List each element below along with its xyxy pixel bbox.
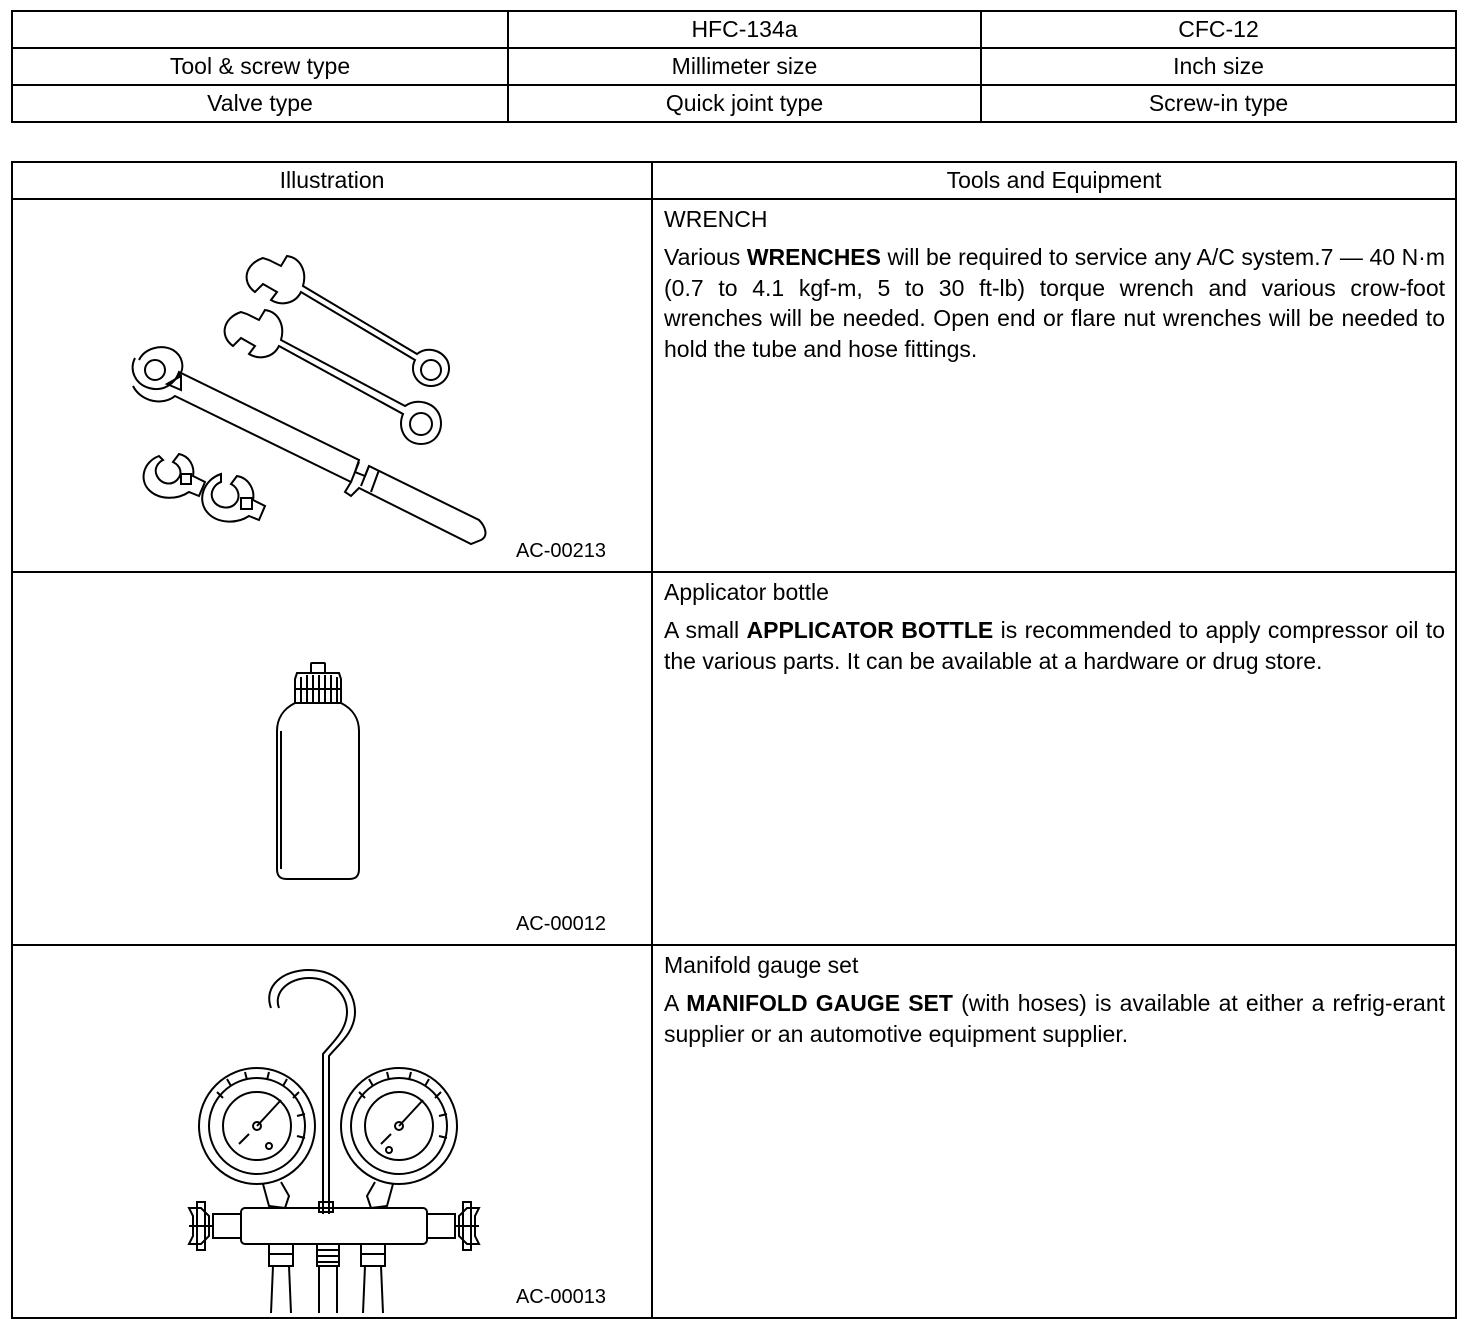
description-text: is recommended to apply compressor oil to the various parts. It can be available at a hardware or drug store. (664, 617, 1445, 674)
tool-description (664, 988, 1445, 1049)
comparison-cell: Inch size (981, 48, 1456, 85)
description-text: (with hoses) is available at either a refrig-erant supplier or an automotive equipment supplier. (664, 990, 1445, 1047)
description-text: will be required to service any A/C system.7 — 40 N·m (0.7 to 4.1 kgf-m, 5 to 30 ft-lb) torque wrench and various crow-foot wrenches will be needed. Open end or flare nut wrenches will be needed to hold the tube and hose fittings. (664, 244, 1445, 362)
tool-description (664, 615, 1445, 676)
tool-description (664, 242, 1445, 364)
tool-name: Manifold gauge set (664, 952, 859, 978)
applicator-bottle-illustration-icon (13, 573, 653, 940)
description-cell (652, 572, 1456, 945)
tool-name: Applicator bottle (664, 579, 829, 605)
description-cell (652, 199, 1456, 572)
description-emphasis: WRENCHES (746, 244, 881, 270)
illustration-cell (12, 572, 652, 945)
comparison-cell: Quick joint type (508, 85, 981, 122)
comparison-header-empty (12, 11, 508, 48)
comparison-header-row (12, 11, 1456, 48)
figure-code: AC-00012 (515, 913, 606, 935)
description-text: A small (664, 617, 747, 643)
comparison-cell: Millimeter size (508, 48, 981, 85)
description-emphasis: APPLICATOR BOTTLE (746, 617, 994, 643)
figure-code: AC-00213 (515, 540, 606, 562)
comparison-cell: Screw-in type (981, 85, 1456, 122)
tool-row (12, 199, 1456, 572)
figure-code: AC-00013 (515, 1286, 606, 1308)
tool-name: WRENCH (664, 206, 768, 232)
tools-equipment-table (11, 161, 1457, 1319)
description-emphasis: MANIFOLD GAUGE SET (686, 990, 953, 1016)
comparison-row-label: Valve type (12, 85, 508, 122)
description-text: Various (664, 244, 747, 270)
tool-row (12, 572, 1456, 945)
comparison-row-label: Tool & screw type (12, 48, 508, 85)
comparison-header-cfc12: CFC-12 (981, 11, 1456, 48)
comparison-header-hfc134a: HFC-134a (508, 11, 981, 48)
description-cell (652, 945, 1456, 1318)
comparison-row (12, 85, 1456, 122)
tool-row (12, 945, 1456, 1318)
refrigerant-comparison-table (11, 10, 1457, 123)
tools-header-row (12, 162, 1456, 199)
illustration-cell (12, 945, 652, 1318)
illustration-column-header: Illustration (12, 162, 652, 199)
manifold-gauge-set-illustration-icon (13, 946, 653, 1313)
comparison-row (12, 48, 1456, 85)
description-text: A (664, 990, 687, 1016)
illustration-cell (12, 199, 652, 572)
wrench-set-illustration-icon (13, 200, 653, 567)
tools-column-header: Tools and Equipment (652, 162, 1456, 199)
